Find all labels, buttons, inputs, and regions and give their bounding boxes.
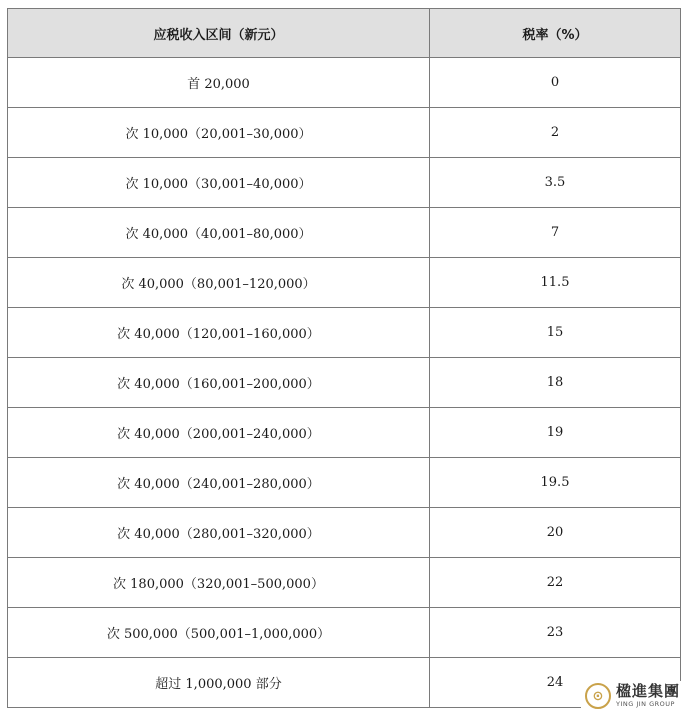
logo-chinese-name: 楹進集團 <box>615 682 680 701</box>
tax-rate-cell: 18 <box>430 358 681 408</box>
table-row <box>8 658 681 708</box>
table-row <box>8 608 681 658</box>
income-range-cell: 次 40,000（160,001–200,000） <box>8 358 430 408</box>
table-header-row <box>8 9 681 58</box>
table-row <box>8 208 681 258</box>
tax-rate-cell: 19 <box>430 408 681 458</box>
tax-rate-cell: 7 <box>430 208 681 258</box>
table-row <box>8 58 681 108</box>
tax-rate-cell: 15 <box>430 308 681 358</box>
income-range-cell: 次 40,000（40,001–80,000） <box>8 208 430 258</box>
tax-rate-cell: 24 <box>430 658 681 708</box>
table-row <box>8 158 681 208</box>
tax-rate-cell: 0 <box>430 58 681 108</box>
table-row <box>8 558 681 608</box>
income-range-cell: 次 180,000（320,001–500,000） <box>8 558 430 608</box>
income-range-cell: 超过 1,000,000 部分 <box>8 658 430 708</box>
income-range-cell: 次 40,000（240,001–280,000） <box>8 458 430 508</box>
income-range-cell: 次 10,000（30,001–40,000） <box>8 158 430 208</box>
tax-rate-table <box>7 8 681 708</box>
income-range-cell: 首 20,000 <box>8 58 430 108</box>
header-tax-rate: 税率（%） <box>430 9 681 58</box>
tax-rate-cell: 19.5 <box>430 458 681 508</box>
tax-rate-cell: 23 <box>430 608 681 658</box>
income-range-cell: 次 40,000（280,001–320,000） <box>8 508 430 558</box>
table-row <box>8 508 681 558</box>
income-range-cell: 次 500,000（500,001–1,000,000） <box>8 608 430 658</box>
income-range-cell: 次 10,000（20,001–30,000） <box>8 108 430 158</box>
tax-rate-cell: 11.5 <box>430 258 681 308</box>
table-row <box>8 408 681 458</box>
table-row <box>8 108 681 158</box>
ying-jin-emblem-icon: ⊙ <box>585 683 611 709</box>
income-range-cell: 次 40,000（200,001–240,000） <box>8 408 430 458</box>
table-row <box>8 458 681 508</box>
table-row <box>8 258 681 308</box>
tax-rate-cell: 22 <box>430 558 681 608</box>
tax-rate-cell: 3.5 <box>430 158 681 208</box>
logo-text <box>616 684 680 708</box>
table-row <box>8 308 681 358</box>
logo-english-name: YING JIN GROUP <box>615 700 675 709</box>
income-range-cell: 次 40,000（120,001–160,000） <box>8 308 430 358</box>
tax-rate-cell: 20 <box>430 508 681 558</box>
company-watermark-logo <box>581 681 682 711</box>
header-taxable-income-range: 应税收入区间（新元） <box>8 9 430 58</box>
table-row <box>8 358 681 408</box>
income-range-cell: 次 40,000（80,001–120,000） <box>8 258 430 308</box>
tax-rate-cell: 2 <box>430 108 681 158</box>
